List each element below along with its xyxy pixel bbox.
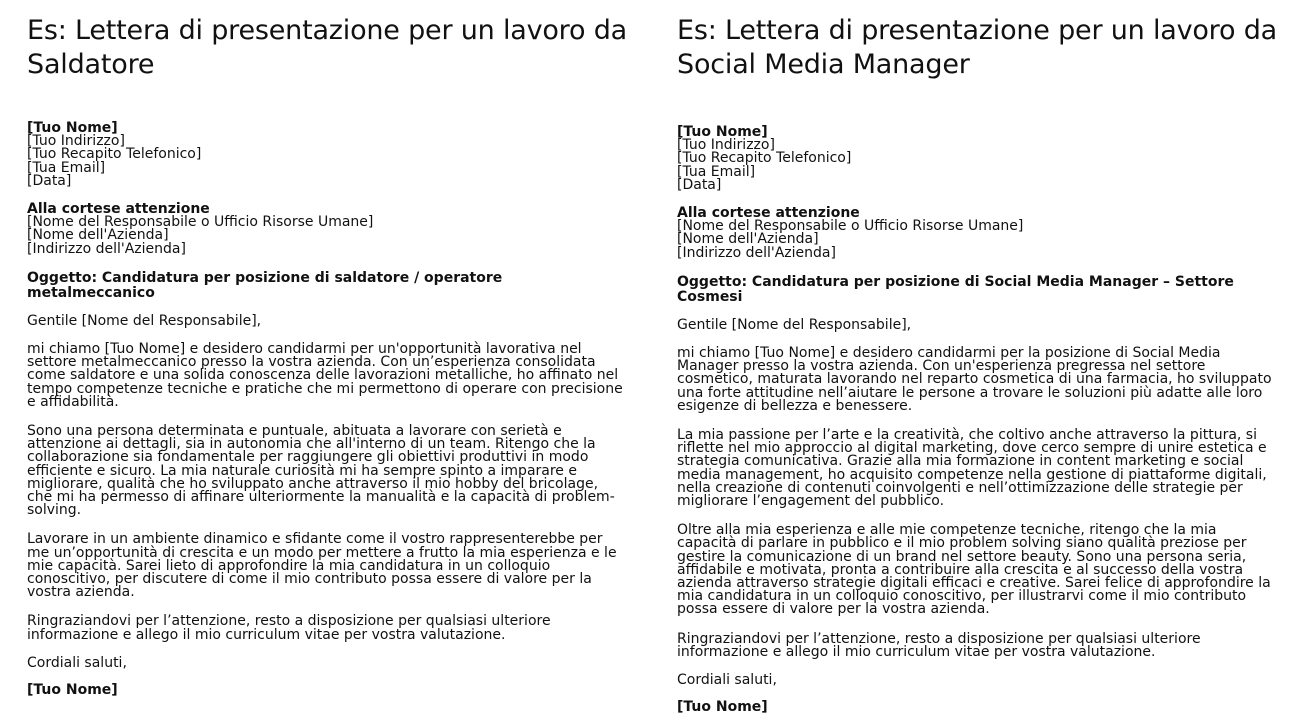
- sender-email: [Tua Email]: [677, 163, 756, 180]
- sender-address: [Tuo Indirizzo]: [677, 137, 775, 154]
- letter-paragraph: Sono una persona determinata e puntuale, abituata a lavorare con serietà e attenzione ai dettagli, sia in autonomia che all'interno di un team. Ritengo che la collaborazione sia fondamentale per raggiungere gli obiettivi produttivi in modo efficiente e sicuro. La mia naturale curiosità mi ha sempre spinto a imparare e migliorare, qualità che ho sviluppato anche attraverso il mio hobby del bricolage, che mi ha permesso di affinare ulteriormente la manualità e la capacità di problem-solving.: [27, 423, 615, 519]
- letter-saldatore: [27, 0, 627, 697]
- letter-closing: Cordiali saluti,: [27, 654, 127, 671]
- recipient-block: [677, 207, 1277, 260]
- recipient-company-address: [Indirizzo dell'Azienda]: [677, 244, 836, 261]
- sender-email: [Tua Email]: [27, 159, 106, 176]
- letter-greeting: Gentile [Nome del Responsabile],: [27, 312, 262, 329]
- letter-paragraph: Ringraziandovi per l’attenzione, resto a disposizione per qualsiasi ulteriore informazione e allego il mio curriculum vitae per vostra valutazione.: [677, 630, 1201, 660]
- sender-phone: [Tuo Recapito Telefonico]: [27, 146, 202, 163]
- letter-closing: Cordiali saluti,: [677, 672, 777, 689]
- recipient-manager: [Nome del Responsabile o Ufficio Risorse Umane]: [27, 214, 374, 231]
- letter-paragraph: Ringraziandovi per l’attenzione, resto a disposizione per qualsiasi ulteriore informazione e allego il mio curriculum vitae per vostra valutazione.: [27, 613, 551, 643]
- sender-block: [677, 126, 1277, 192]
- sender-address: [Tuo Indirizzo]: [27, 133, 125, 150]
- letter-paragraph: Lavorare in un ambiente dinamico e sfidante come il vostro rappresenterebbe per me un’opportunità di crescita e un modo per mettere a frutto la mia esperienza e le mie capacità. Sarei lieto di approfondire la mia candidatura in un colloquio conoscitivo, per discutere di come il mio contributo possa essere di valore per la vostra azienda.: [27, 531, 617, 601]
- letter-greeting: Gentile [Nome del Responsabile],: [677, 316, 912, 333]
- recipient-heading: Alla cortese attenzione: [27, 201, 210, 218]
- letter-social-media-manager: [677, 0, 1277, 715]
- recipient-heading: Alla cortese attenzione: [677, 205, 860, 222]
- sender-name: [Tuo Nome]: [27, 120, 118, 136]
- letter-subject: Oggetto: Candidatura per posizione di saldatore / operatore metalmeccanico: [27, 269, 503, 301]
- letter-paragraph: mi chiamo [Tuo Nome] e desidero candidarmi per un'opportunità lavorativa nel settore metalmeccanico presso la vostra azienda. Con un’esperienza consolidata come saldatore e una solida conoscenza delle lavorazioni metalliche, ho affinato nel tempo competenze tecniche e pratiche che mi permettono di operare con precisione e affidabilità.: [27, 341, 623, 410]
- letter-signature: [Tuo Nome]: [677, 699, 768, 715]
- letter-signature: [Tuo Nome]: [27, 682, 118, 699]
- recipient-company: [Nome dell'Azienda]: [677, 231, 819, 248]
- recipient-company-address: [Indirizzo dell'Azienda]: [27, 240, 186, 257]
- letter-paragraph: Oltre alla mia esperienza e alle mie competenze tecniche, ritengo che la mia capacità di parlare in pubblico e il mio problem solving siano qualità preziose per gestire la comunicazione di un brand nel settore beauty. Sono una persona seria, affidabile e motivata, pronta a contribuire alla crescita e al successo della vostra azienda attraverso strategie digitali efficaci e creative. Sarei felice di approfondire la mia candidatura in un colloquio conoscitivo, per illustrarvi come il mio contributo possa essere di valore per la vostra azienda.: [677, 522, 1271, 618]
- recipient-manager: [Nome del Responsabile o Ufficio Risorse Umane]: [677, 218, 1024, 235]
- sender-name: [Tuo Nome]: [677, 124, 768, 140]
- letter-title: Es: Lettera di presentazione per un lavoro da Social Media Manager: [677, 15, 1277, 80]
- sender-block: [27, 122, 627, 188]
- letter-paragraph: mi chiamo [Tuo Nome] e desidero candidarmi per la posizione di Social Media Manager presso la vostra azienda. Con un'esperienza pregressa nel settore cosmetico, maturata lavorando nel reparto cosmetica di una farmacia, ho sviluppato una forte attitudine nell’aiutare le persone a trovare le soluzioni più adatte alle loro esigenze di bellezza e benessere.: [677, 345, 1272, 414]
- letter-subject: Oggetto: Candidatura per posizione di Social Media Manager – Settore Cosmesi: [677, 273, 1234, 305]
- letter-paragraph: La mia passione per l’arte e la creatività, che coltivo anche attraverso la pittura, si riflette nel mio approccio al digital marketing, dove cerco sempre di unire estetica e strategia comunicativa. Grazie alla mia formazione in content marketing e social media management, ho acquisito competenze nella gestione di piattaforme digitali, nella creazione di contenuti coinvolgenti e nell’ottimizzazione delle strategie per migliorare l’engagement del pubblico.: [677, 427, 1267, 510]
- letter-date: [Data]: [27, 172, 72, 189]
- letter-date: [Data]: [677, 176, 722, 193]
- sender-phone: [Tuo Recapito Telefonico]: [677, 150, 852, 167]
- recipient-block: [27, 203, 627, 256]
- recipient-company: [Nome dell'Azienda]: [27, 227, 169, 244]
- letter-title: Es: Lettera di presentazione per un lavoro da Saldatore: [27, 15, 627, 80]
